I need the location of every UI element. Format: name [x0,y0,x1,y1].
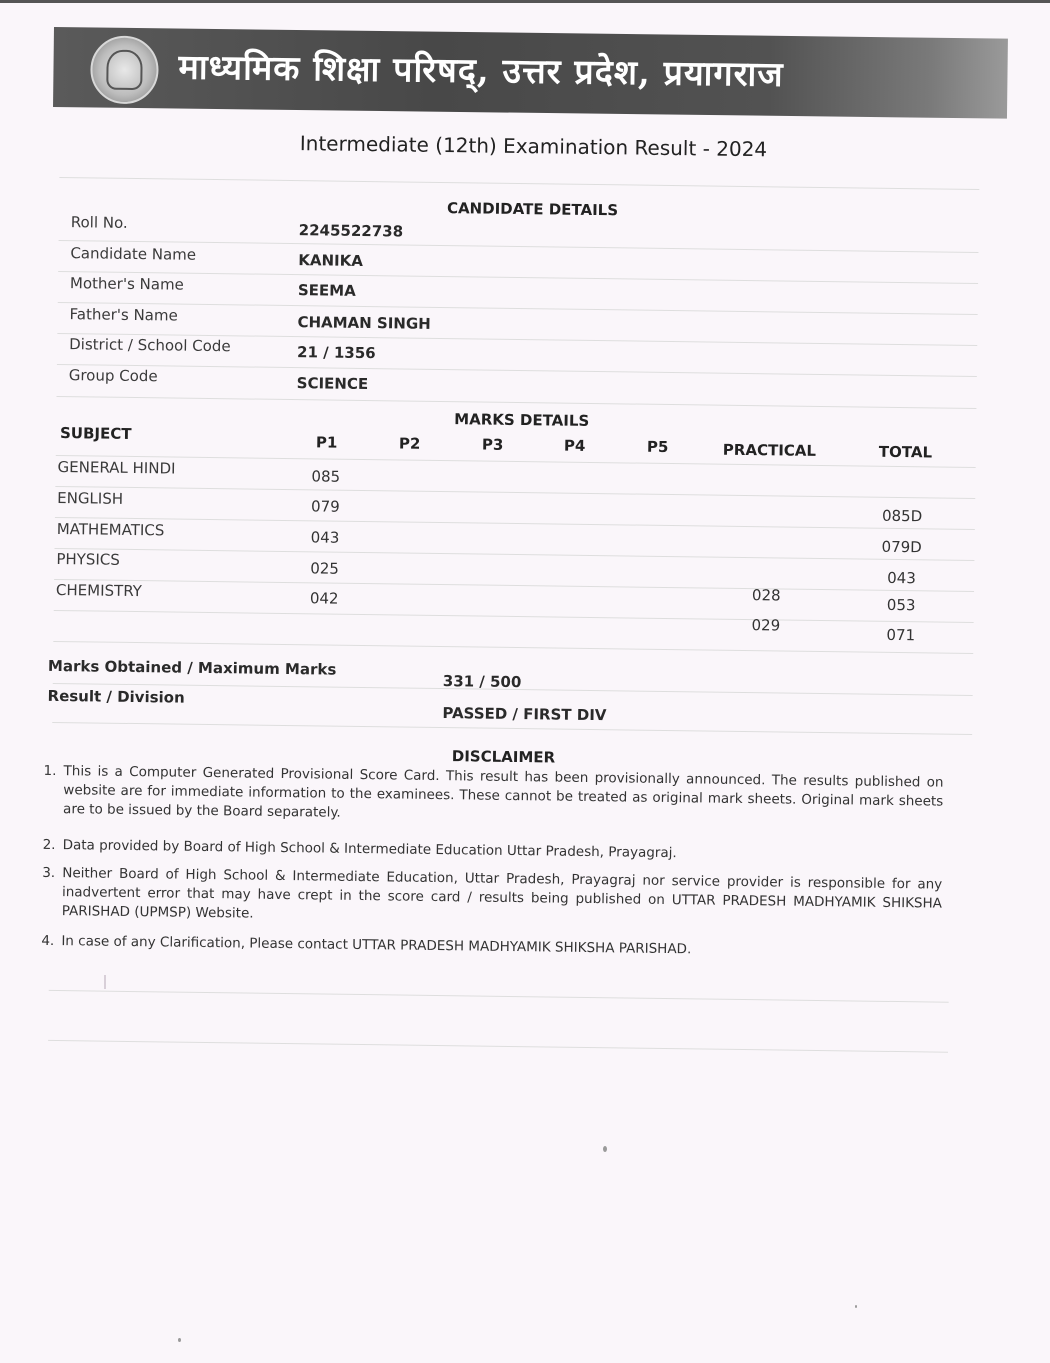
roll-no-label: Roll No. [70,213,128,232]
disclaimer-text: In case of any Clarification, Please contact UTTAR PRADESH MADHYAMIK SHIKSHA PARISHAD. [61,933,692,958]
divider [49,990,949,1003]
divider [58,302,978,315]
divider [58,271,978,284]
divider [59,240,979,253]
candidate-details-heading: CANDIDATE DETAILS [446,199,619,220]
scan-speck [855,1305,857,1308]
p1-header: P1 [315,433,338,452]
disclaimer-text: Data provided by Board of High School & Intermediate Education Uttar Pradesh, Prayagraj. [62,837,677,862]
p1-marks: 079 [310,497,340,516]
exam-title: Intermediate (12th) Examination Result - 2024 [299,131,768,162]
district-school-code-value: 21 / 1356 [296,343,376,363]
practical-marks: 029 [751,616,781,635]
p5-header: P5 [646,437,669,456]
total-marks: 085D [881,506,923,526]
divider [55,486,975,499]
practical-header: PRACTICAL [722,440,817,460]
divider [57,396,977,409]
subject-name: GENERAL HINDI [57,457,176,478]
divider [54,579,974,592]
scan-speck [104,975,106,989]
mother-name-label: Mother's Name [69,274,184,294]
subject-name: CHEMISTRY [55,580,142,601]
divider [55,548,975,561]
disclaimer-number: 2. [42,836,56,854]
disclaimer-text: Neither Board of High School & Intermediate Education, Uttar Pradesh, Prayagraj nor service provider is responsible for any inadvertent error that may have crept in the score card / results being published on UTTAR PRADESH MADHYAMIK SHIKSHA PARISHAD (UPMSP) Website. [61,865,943,922]
subject-name: MATHEMATICS [56,519,165,540]
p2-header: P2 [398,434,421,453]
father-name-value: CHAMAN SINGH [297,313,431,333]
result-division-label: Result / Division [47,686,185,707]
disclaimer-item [42,864,943,933]
p3-header: P3 [481,435,504,454]
disclaimer-heading: DISCLAIMER [451,747,556,767]
divider [55,517,975,530]
district-school-code-label: District / School Code [69,335,231,356]
total-marks: 071 [886,625,916,645]
disclaimer-number: 3. [42,864,56,881]
marks-obtained-label: Marks Obtained / Maximum Marks [47,656,337,679]
group-code-label: Group Code [68,366,158,386]
total-marks: 079D [881,537,922,557]
scan-speck [178,1338,181,1342]
divider [57,364,977,377]
p1-marks: 042 [309,589,339,608]
board-name: माध्यमिक शिक्षा परिषद्, उत्तर प्रदेश, प्रयागराज [178,47,784,95]
subject-header: SUBJECT [59,424,132,443]
father-name-label: Father's Name [69,305,178,325]
divider [53,641,973,654]
disclaimer-number: 4. [41,932,55,949]
candidate-name-label: Candidate Name [70,244,197,264]
group-code-value: SCIENCE [296,374,369,394]
total-marks: 053 [886,595,916,615]
candidate-name-value: KANIKA [298,251,364,270]
result-division-value: PASSED / FIRST DIV [442,704,607,725]
roll-no-value: 2245522738 [298,221,404,241]
p1-marks: 085 [311,467,341,486]
divider [48,1040,948,1053]
marks-obtained-value: 331 / 500 [442,672,522,692]
divider [59,177,979,190]
subject-name: PHYSICS [56,549,120,569]
total-marks: 043 [887,568,916,588]
disclaimer-number: 1. [43,762,57,780]
disclaimer-text: This is a Computer Generated Provisional Score Card. This result has been provisionally announced. The results published on website are for immediate information to the examinees. These cannot be treated as original mark sheets. Original mark sheets are to be issued by the Board separately. [63,763,944,821]
disclaimer-item [43,836,943,867]
p4-header: P4 [563,436,586,455]
divider [52,722,972,735]
mother-name-value: SEEMA [297,281,356,300]
total-header: TOTAL [878,442,933,462]
practical-marks: 028 [751,586,781,605]
divider [56,455,976,468]
scan-speck [603,1146,607,1152]
subject-name: ENGLISH [57,488,124,508]
divider [54,610,974,623]
p1-marks: 043 [310,528,340,547]
disclaimer-item [43,762,944,831]
p1-marks: 025 [310,559,340,578]
disclaimer-item [41,932,941,963]
marks-details-heading: MARKS DETAILS [454,410,590,430]
